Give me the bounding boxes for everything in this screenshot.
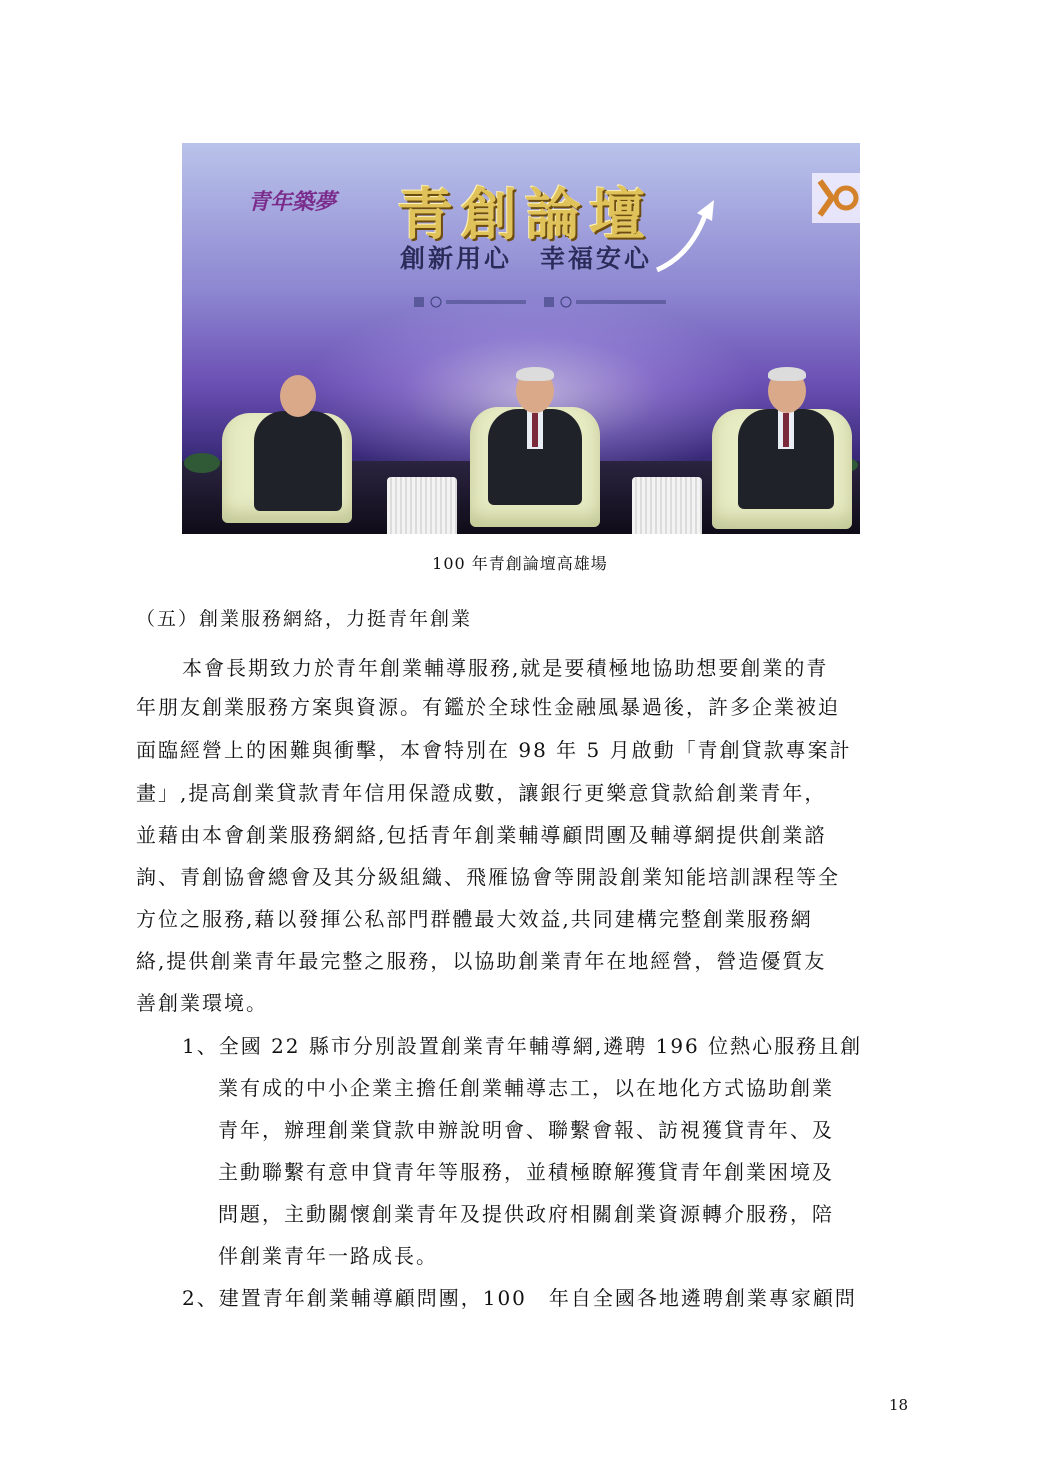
speaker-left-head [280,375,316,417]
paragraph-line: 年朋友創業服務方案與資源。有鑑於全球性金融風暴過後，許多企業被迫 [136,695,840,719]
paragraph-line: 畫」,提高創業貸款青年信用保證成數，讓銀行更樂意貸款給創業青年， [136,781,827,805]
paragraph-line: 並藉由本會創業服務網絡,包括青年創業輔導顧問團及輔導網提供創業諮 [136,823,827,847]
banner-subtitle: 創新用心 幸福安心 [400,244,653,273]
banner-title: 青創論壇 [397,182,653,248]
sponsor-logos [414,295,744,312]
section-heading: （五）創業服務網絡，力挺青年創業 [136,608,473,630]
speaker-center-tie [532,413,538,447]
page-number: 18 [889,1396,909,1414]
list-item-line: 2、建置青年創業輔導顧問團，100 年自全國各地遴聘創業專家顧問 [182,1286,857,1310]
paragraph-line: 方位之服務,藉以發揮公私部門群體最大效益,共同建構完整創業服務網 [136,907,813,931]
speaker-right-hair [768,367,806,381]
paragraph-line: 本會長期致力於青年創業輔導服務,就是要積極地協助想要創業的青 [182,656,829,680]
list-item-line: 問題，主動關懷創業青年及提供政府相關創業資源轉介服務，陪 [218,1202,834,1226]
speaker-right-tie [783,413,789,447]
paragraph-line: 善創業環境。 [136,991,268,1015]
forum-photo [182,143,860,534]
side-table-right [632,477,702,534]
arrow-graphic-icon [652,195,722,275]
photo-caption: 100 年青創論壇高雄場 [432,554,608,573]
side-table-left [387,477,457,534]
paragraph-line: 面臨經營上的困難與衝擊，本會特別在 98 年 5 月啟動「青創貸款專案計 [136,738,852,762]
banner-mark: 青年築夢 [248,189,337,215]
paragraph-line: 絡,提供創業青年最完整之服務，以協助創業青年在地經營，營造優質友 [136,949,827,973]
paragraph-line: 詢、青創協會總會及其分級組織、飛雁協會等開設創業知能培訓課程等全 [136,865,840,889]
list-item-line: 青年，辦理創業貸款申辦說明會、聯繫會報、訪視獲貸青年、及 [218,1118,834,1142]
list-item-line: 業有成的中小企業主擔任創業輔導志工，以在地化方式協助創業 [218,1076,834,1100]
speaker-center-hair [516,367,554,381]
organization-logo-icon [812,173,860,223]
list-item-line: 主動聯繫有意申貸青年等服務，並積極瞭解獲貸青年創業困境及 [218,1160,834,1184]
list-item-line: 伴創業青年一路成長。 [218,1244,438,1268]
speaker-left [254,411,342,511]
list-item-line: 1、全國 22 縣市分別設置創業青年輔導網,遴聘 196 位熱心服務且創 [182,1034,863,1058]
